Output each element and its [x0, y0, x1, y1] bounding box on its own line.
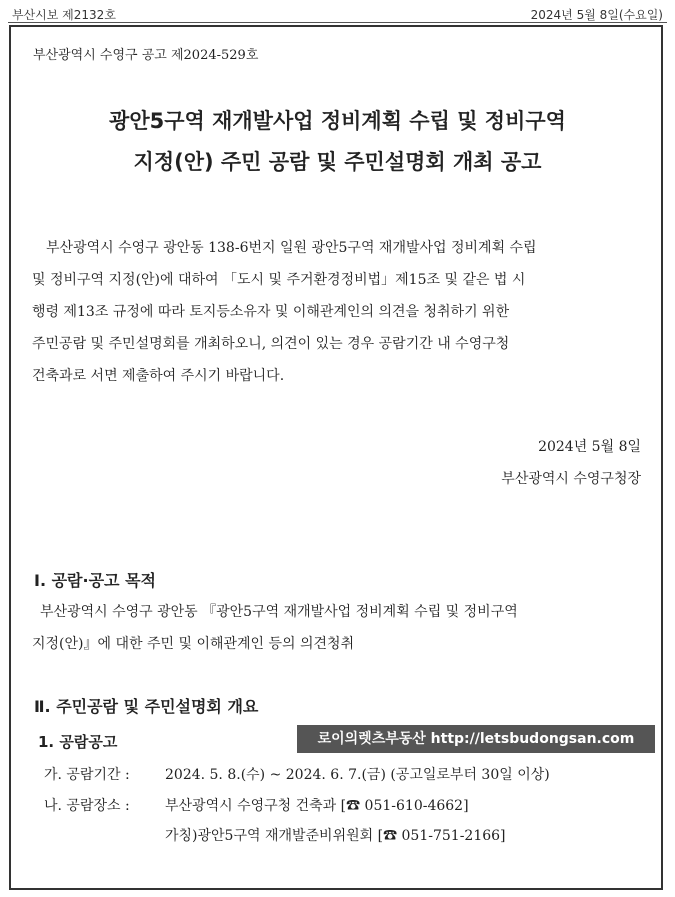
title-line-2: 지정(안) 주민 공람 및 주민설명회 개최 공고	[133, 150, 542, 174]
notice-number: 부산광역시 수영구 공고 제2024-529호	[33, 48, 259, 63]
section-1-heading: Ⅰ. 공람·공고 목적	[34, 571, 156, 590]
period-value: 2024. 5. 8.(수) ~ 2024. 6. 7.(금) (공고일로부터 30일 이상)	[165, 767, 550, 783]
page-header	[8, 4, 667, 22]
signoff-issuer: 부산광역시 수영구청장	[501, 471, 641, 487]
section-1-line: 지정(안)』에 대한 주민 및 이해관계인 등의 의견청취	[32, 636, 355, 652]
intro-line: 주민공람 및 주민설명회를 개최하오니, 의견이 있는 경우 공람기간 내 수영구청	[32, 336, 510, 352]
intro-paragraph	[32, 232, 644, 392]
intro-line: 건축과로 서면 제출하여 주시기 바랍니다.	[32, 368, 285, 384]
intro-line: 부산광역시 수영구 광안동 138-6번지 일원 광안5구역 재개발사업 정비계획 수립	[46, 240, 537, 256]
period-label: 가. 공람기간 :	[44, 767, 130, 783]
publication-date: 2024년 5월 8일(수요일)	[530, 8, 663, 22]
section-2-subheading: 1. 공람공고	[38, 733, 118, 751]
place-label: 나. 공람장소 :	[44, 798, 130, 814]
intro-line: 및 정비구역 지정(안)에 대하여 「도시 및 주거환경정비법」제15조 및 같은 법 시	[32, 272, 526, 288]
section-2-heading: Ⅱ. 주민공람 및 주민설명회 개요	[34, 697, 259, 716]
header-divider	[8, 22, 667, 23]
publication-number: 부산시보 제2132호	[12, 8, 116, 22]
intro-line: 행령 제13조 규정에 따라 토지등소유자 및 이해관계인의 의견을 청취하기 위한	[32, 304, 510, 320]
title-line-1: 광안5구역 재개발사업 정비계획 수립 및 정비구역	[109, 109, 566, 133]
signoff-date: 2024년 5월 8일	[538, 439, 641, 455]
place-value-2: 가칭)광안5구역 재개발준비위원회 [☎ 051-751-2166]	[165, 828, 506, 844]
section-1-body	[32, 596, 644, 660]
section-1-line: 부산광역시 수영구 광안동 『광안5구역 재개발사업 정비계획 수립 및 정비구역	[40, 604, 518, 620]
watermark-banner: 로이의렛츠부동산 http://letsbudongsan.com	[297, 725, 655, 753]
place-value-1: 부산광역시 수영구청 건축과 [☎ 051-610-4662]	[165, 798, 469, 814]
